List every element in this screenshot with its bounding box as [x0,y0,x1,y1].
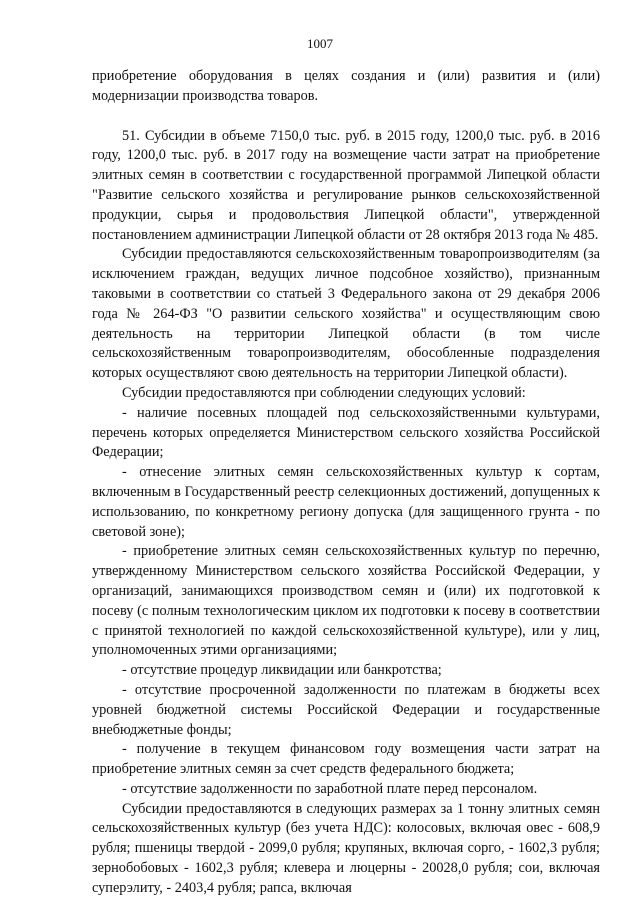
page-number: 1007 [307,36,333,51]
paragraph: - отсутствие процедур ликвидации или банкротства; [122,662,442,679]
paragraph: - отнесение элитных семян сельскохозяйственных культур к сортам, включенным в Государственный реестр селекционных достижений, допущенных к использованию, по конкретному региону допуска (для защищенного грунта - по световой зоне); [92,464,600,540]
paragraph: Субсидии предоставляются в следующих размерах за 1 тонну элитных семян сельскохозяйственных культур (без учета НДС): колосовых, включая овес - 608,9 рубля; пшеницы твердой - 2099,0 рубля; крупяных, включая сорго, - 1602,3 рубля; зернобобовых - 1602,3 рубля; клевера и люцерны - 20028,0 рубля; сои, включая суперэлиту, - 2403,4 рубля; рапса, включая [92,800,600,896]
paragraph: 51. Субсидии в объеме 7150,0 тыс. руб. в 2015 году, 1200,0 тыс. руб. в 2016 году, 1200,0 тыс. руб. в 2017 году на возмещение части затрат на приобретение элитных семян в соответствии с государственной программой Липецкой области "Развитие сельского хозяйства и регулирование рынков сельскохозяйственной продукции, сырья и продовольствия Липецкой области", утвержденной постановлением администрации Липецкой области от 28 октября 2013 года № 485. [92,127,600,243]
paragraph: Субсидии предоставляются при соблюдении следующих условий: [122,384,526,401]
paragraph: Субсидии предоставляются сельскохозяйственным товаропроизводителям (за исключением граждан, ведущих личное подсобное хозяйство), признанным таковыми в соответствии со статьей 3 Федерального закона от 29 декабря 2006 года № 264-ФЗ "О развитии сельского хозяйства" и осуществляющим свою деятельность на территории Липецкой области (в том числе сельскохозяйственным товаропроизводителям, обособленные подразделения которых осуществляют свою деятельность на территории Липецкой области). [92,246,600,382]
document-body [92,67,600,899]
paragraph: - получение в текущем финансовом году возмещения части затрат на приобретение элитных семян за счет средств федерального бюджета; [92,741,600,778]
paragraph: - отсутствие задолженности по заработной плате перед персоналом. [122,780,538,797]
paragraph: - приобретение элитных семян сельскохозяйственных культур по перечню, утвержденному Министерством сельского хозяйства Российской Федерации, у организаций, занимающихся производством семян и (или) их подготовкой к посеву (с полным технологическим циклом их подготовки к посеву в соответствии с принятой технологией по каждой сельскохозяйственной культуре), или у лиц, уполномоченных этими организациями; [92,543,600,659]
paragraph: - наличие посевных площадей под сельскохозяйственными культурами, перечень которых определяется Министерством сельского хозяйства Российской Федерации; [92,404,600,461]
paragraph: приобретение оборудования в целях создания и (или) развития и (или) модернизации производства товаров. [92,68,600,104]
paragraph: - отсутствие просроченной задолженности по платежам в бюджеты всех уровней бюджетной системы Российской Федерации и государственные внебюджетные фонды; [92,681,600,738]
